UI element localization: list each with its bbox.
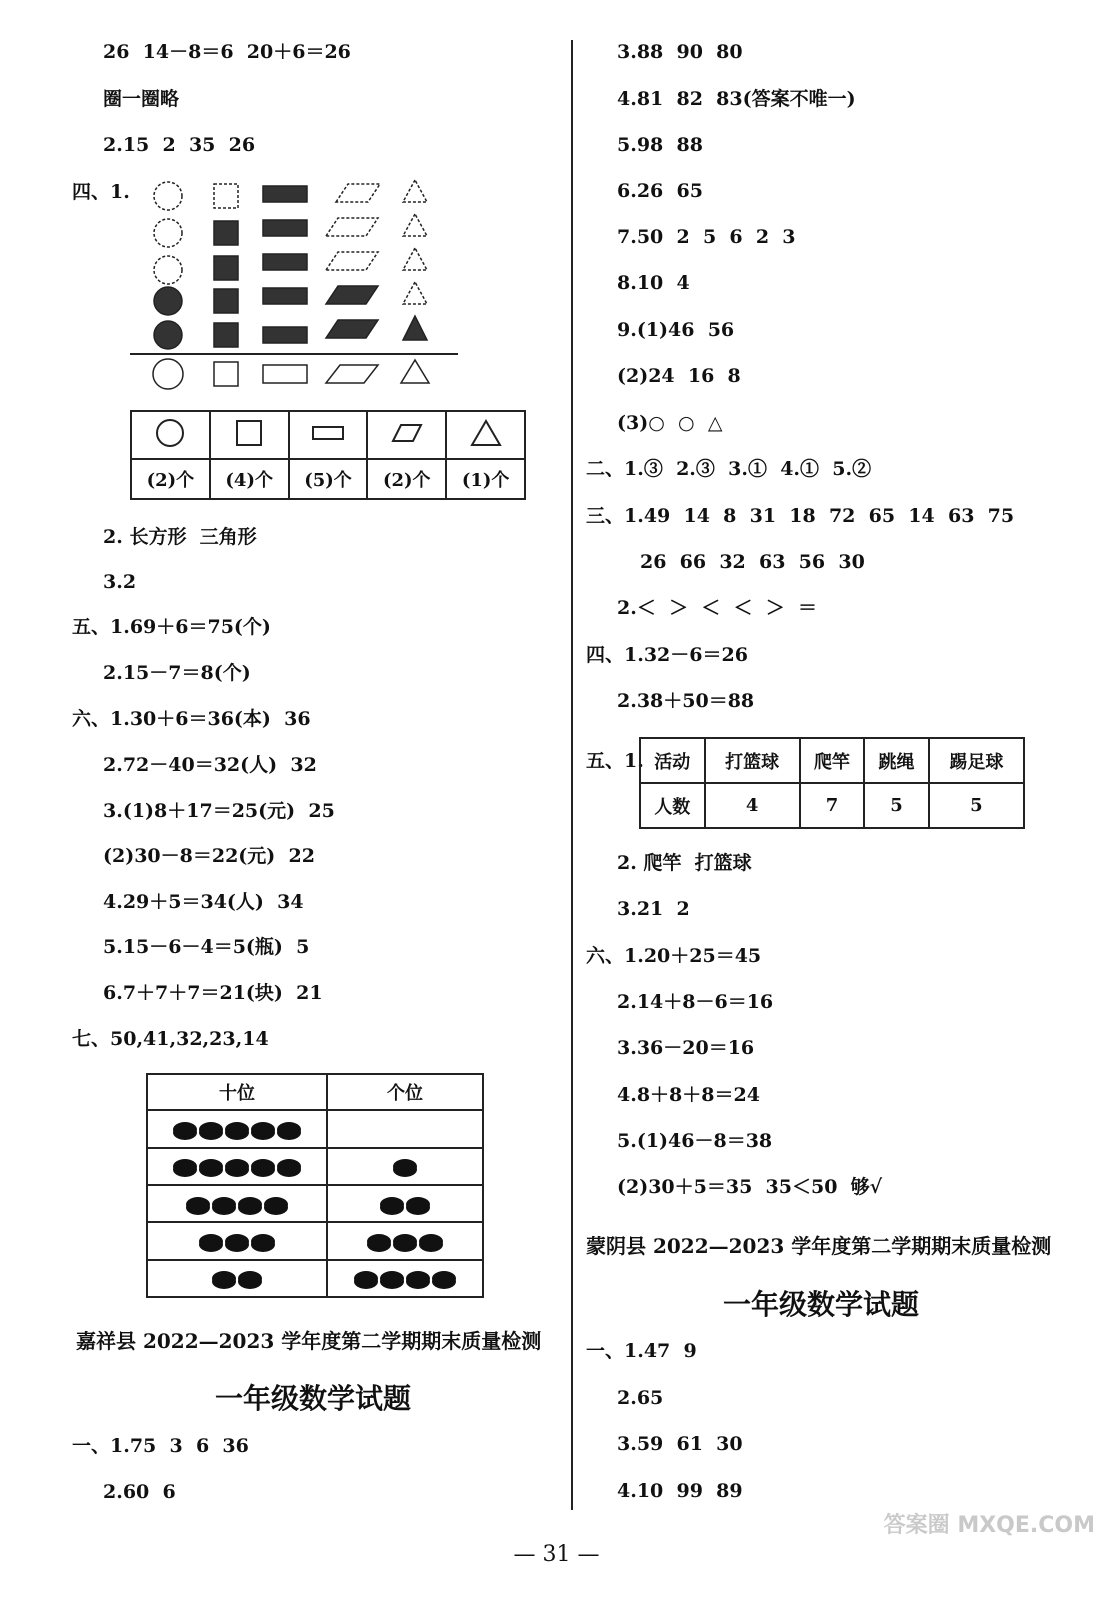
- line: 4.10 99 89: [617, 1480, 743, 1502]
- coin-icon: [354, 1271, 378, 1286]
- table-cell: 4: [705, 783, 800, 828]
- line: 3.88 90 80: [617, 41, 743, 63]
- header-tens: 十位: [147, 1074, 327, 1110]
- line: 4.81 82 83(答案不唯一): [617, 88, 856, 110]
- line: 四、1.32－6＝26: [586, 644, 748, 666]
- column-divider: [571, 40, 573, 1510]
- coin-icon: [380, 1271, 404, 1286]
- line: 六、1.30＋6＝36(本) 36: [72, 708, 311, 730]
- count-cell: (1)个: [446, 459, 525, 499]
- line: 五、1.: [586, 750, 644, 772]
- coin-icon: [419, 1234, 443, 1249]
- line: 六、1.20＋25＝45: [586, 945, 762, 967]
- line: 8.10 4: [617, 272, 690, 294]
- section-title: 蒙阴县 2022—2023 学年度第二学期期末质量检测: [586, 1234, 1052, 1258]
- line: 3.21 2: [617, 898, 690, 920]
- line: 5.15－6－4＝5(瓶) 5: [103, 936, 310, 958]
- watermark: 答案圈 MXQE.COM: [883, 1513, 1095, 1538]
- line: 2.14＋8－6＝16: [617, 991, 774, 1013]
- coin-cell: [147, 1110, 327, 1147]
- table-cell: 5: [929, 783, 1024, 828]
- line: 26 14－8＝6 20＋6＝26: [103, 41, 351, 63]
- line: 2. 长方形 三角形: [103, 526, 257, 548]
- section-title: 嘉祥县 2022—2023 学年度第二学期期末质量检测: [76, 1329, 542, 1353]
- table-cell: 5: [864, 783, 929, 828]
- table-header: 活动: [640, 738, 705, 783]
- coin-icon: [173, 1122, 197, 1137]
- header-ones: 个位: [327, 1074, 483, 1110]
- line: 9.(1)46 56: [617, 319, 735, 341]
- line: 七、50,41,32,23,14: [72, 1028, 269, 1050]
- coin-icon: [251, 1122, 275, 1137]
- coin-icon: [212, 1271, 236, 1286]
- coin-cell: [327, 1148, 483, 1185]
- shapes-figure: [128, 178, 463, 393]
- coin-icon: [251, 1234, 275, 1249]
- line: 3.2: [103, 571, 137, 593]
- coin-icon: [251, 1159, 275, 1174]
- line: 2.＜ ＞ ＜ ＜ ＞ ＝: [617, 597, 817, 619]
- count-cell: (4)个: [210, 459, 289, 499]
- coin-icon: [173, 1159, 197, 1174]
- coin-icon: [432, 1271, 456, 1286]
- coin-cell: [147, 1222, 327, 1259]
- coin-cell: [327, 1222, 483, 1259]
- line: 6.26 65: [617, 180, 703, 202]
- table-header: 踢足球: [929, 738, 1024, 783]
- count-cell: (5)个: [289, 459, 368, 499]
- square-icon: [210, 411, 289, 459]
- coin-icon: [277, 1122, 301, 1137]
- line: (2)30＋5＝35 35＜50 够√: [617, 1176, 883, 1198]
- line: (2)24 16 8: [617, 365, 741, 387]
- line: 2.38＋50＝88: [617, 690, 755, 712]
- table-header: 打篮球: [705, 738, 800, 783]
- coin-icon: [406, 1197, 430, 1212]
- coin-icon: [199, 1234, 223, 1249]
- line: 一、1.47 9: [586, 1340, 697, 1362]
- line: 2.60 6: [103, 1481, 176, 1503]
- line: 6.7＋7＋7＝21(块) 21: [103, 982, 323, 1004]
- coin-icon: [212, 1197, 236, 1212]
- line: 5.98 88: [617, 134, 703, 156]
- line: 3.36－20＝16: [617, 1037, 755, 1059]
- shape-count-table: [130, 410, 526, 500]
- triangle-icon: [446, 411, 525, 459]
- line: 2.15－7＝8(个): [103, 662, 251, 684]
- coin-icon: [199, 1159, 223, 1174]
- line: 二、1.③ 2.③ 3.① 4.① 5.②: [586, 458, 872, 480]
- table-header: 跳绳: [864, 738, 929, 783]
- coin-icon: [380, 1197, 404, 1212]
- line: 5.(1)46－8＝38: [617, 1130, 773, 1152]
- line: 2.65: [617, 1387, 664, 1409]
- line: 圈一圈略: [103, 88, 180, 110]
- line: 一、1.75 3 6 36: [72, 1435, 249, 1457]
- line: (2)30－8＝22(元) 22: [103, 845, 315, 867]
- coin-icon: [225, 1159, 249, 1174]
- coin-icon: [393, 1234, 417, 1249]
- line: 2. 爬竿 打篮球: [617, 852, 752, 874]
- line: (3)○ ○ △: [617, 412, 723, 434]
- coin-icon: [186, 1197, 210, 1212]
- count-cell: (2)个: [367, 459, 446, 499]
- exam-title: 一年级数学试题: [215, 1382, 412, 1415]
- coin-icon: [199, 1122, 223, 1137]
- parallelogram-icon: [367, 411, 446, 459]
- coin-icon: [225, 1234, 249, 1249]
- coin-icon: [225, 1122, 249, 1137]
- line: 2.72－40＝32(人) 32: [103, 754, 317, 776]
- line: 26 66 32 63 56 30: [640, 551, 865, 573]
- line: 三、1.49 14 8 31 18 72 65 14 63 75: [586, 505, 1015, 527]
- exam-title: 一年级数学试题: [723, 1288, 920, 1321]
- table-cell: 7: [800, 783, 865, 828]
- line: 7.50 2 5 6 2 3: [617, 226, 796, 248]
- coin-icon: [367, 1234, 391, 1249]
- line: 五、1.69＋6＝75(个): [72, 616, 271, 638]
- circle-icon: [131, 411, 210, 459]
- table-header: 爬竿: [800, 738, 865, 783]
- line: 4.8＋8＋8＝24: [617, 1084, 760, 1106]
- line: 4.29＋5＝34(人) 34: [103, 891, 304, 913]
- coin-cell: [147, 1260, 327, 1297]
- coin-cell: [147, 1185, 327, 1222]
- place-value-table: [146, 1073, 484, 1298]
- coin-icon: [264, 1197, 288, 1212]
- coin-icon: [238, 1271, 262, 1286]
- coin-icon: [406, 1271, 430, 1286]
- rectangle-icon: [289, 411, 368, 459]
- activity-table: [639, 737, 1025, 829]
- coin-icon: [238, 1197, 262, 1212]
- table-cell: 人数: [640, 783, 705, 828]
- line: 2.15 2 35 26: [103, 134, 256, 156]
- line: 3.59 61 30: [617, 1433, 743, 1455]
- page-number: — 31 —: [513, 1542, 600, 1567]
- line: 四、1.: [72, 181, 130, 203]
- coin-icon: [277, 1159, 301, 1174]
- coin-icon: [393, 1159, 417, 1174]
- coin-cell: [327, 1260, 483, 1297]
- coin-cell: [327, 1185, 483, 1222]
- coin-cell: [147, 1148, 327, 1185]
- line: 3.(1)8＋17＝25(元) 25: [103, 800, 335, 822]
- count-cell: (2)个: [131, 459, 210, 499]
- coin-cell: [327, 1110, 483, 1147]
